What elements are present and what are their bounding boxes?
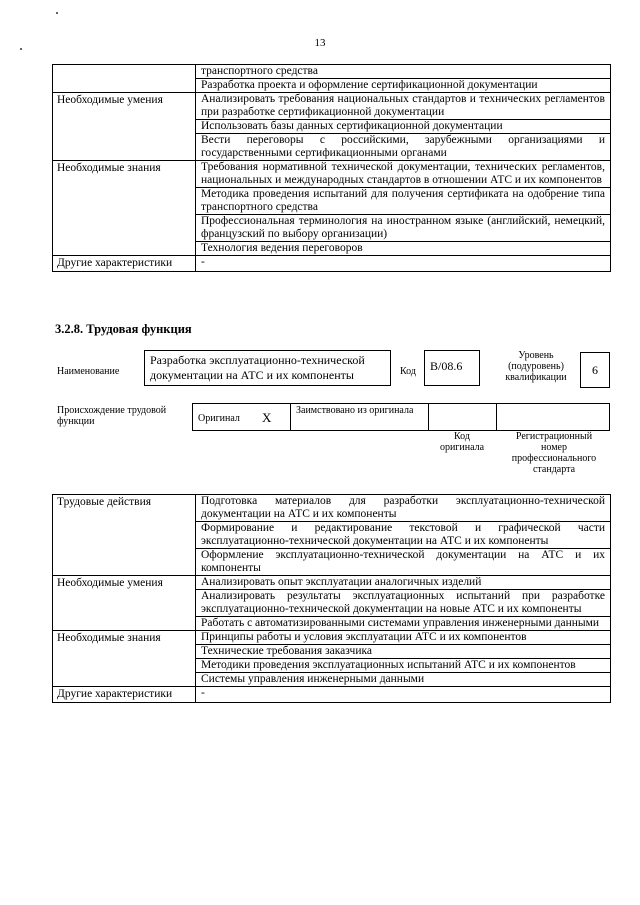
row-label <box>53 65 196 93</box>
table-cell: Принципы работы и условия эксплуатации АТС и их компонентов <box>196 631 611 645</box>
table-row <box>53 161 611 188</box>
table-row <box>53 631 611 645</box>
original-label: Оригинал <box>198 413 240 424</box>
code-label: Код <box>400 366 416 377</box>
row-label: Необходимые знания <box>53 161 196 256</box>
table-cell: Подготовка материалов для разработки эксплуатационно-технической документации на АТС и их компоненты <box>196 495 611 522</box>
table-cell: Формирование и редактирование текстовой и графической части эксплуатационно-технической документации на АТС и их компоненты <box>196 522 611 549</box>
borrowed-label: Заимствовано из оригинала <box>296 405 414 416</box>
table-cell: - <box>196 256 611 272</box>
table-cell: Требования нормативной технической документации, технических регламентов, национальных и международных стандартов в отношении АТС и их компонентов <box>196 161 611 188</box>
table-row <box>53 495 611 522</box>
row-label: Другие характеристики <box>53 256 196 272</box>
table-cell: - <box>196 687 611 703</box>
section-title: 3.2.8. Трудовая функция <box>55 322 192 336</box>
row-label: Другие характеристики <box>53 687 196 703</box>
table-row <box>53 576 611 590</box>
table-cell: Оформление эксплуатационно-технической документации на АТС и их компоненты <box>196 549 611 576</box>
row-label: Необходимые умения <box>53 576 196 631</box>
table-cell: Анализировать опыт эксплуатации аналогичных изделий <box>196 576 611 590</box>
table-cell: Системы управления инженерными данными <box>196 673 611 687</box>
table-cell: Вести переговоры с российскими, зарубежными организациями и государственными сертификационными органами <box>196 134 611 161</box>
table-cell: Работать с автоматизированными системами управления инженерными данными <box>196 617 611 631</box>
top-requirements-table <box>52 64 611 272</box>
table-row <box>53 93 611 120</box>
page-number: 13 <box>314 37 326 49</box>
table-cell: Технические требования заказчика <box>196 645 611 659</box>
table-cell: Методика проведения испытаний для получения сертификата на одобрение типа транспортного средства <box>196 188 611 215</box>
level-value: 6 <box>580 352 610 388</box>
origin-label: Происхождение трудовой функции <box>57 405 167 427</box>
row-label: Необходимые знания <box>53 631 196 687</box>
original-mark: X <box>262 410 272 425</box>
reg-caption: Регистрационный номер профессионального стандарта <box>511 431 597 475</box>
divider <box>428 403 429 431</box>
bottom-requirements-table <box>52 494 611 703</box>
row-label: Трудовые действия <box>53 495 196 576</box>
table-cell: Анализировать требования национальных стандартов и технических регламентов при разработке сертификационной документации <box>196 93 611 120</box>
divider <box>496 403 497 431</box>
table-cell: транспортного средства <box>196 65 611 79</box>
table-cell: Анализировать результаты эксплуатационных испытаний при разработке эксплуатационно-технической документации на новые АТС и их компоненты <box>196 590 611 617</box>
level-label: Уровень (подуровень) квалификации <box>505 350 567 383</box>
table-row <box>53 687 611 703</box>
table-cell: Методики проведения эксплуатационных испытаний АТС и их компонентов <box>196 659 611 673</box>
divider <box>290 403 291 431</box>
code-value: B/08.6 <box>424 350 480 386</box>
name-value: Разработка эксплуатационно-технической документации на АТС и их компоненты <box>144 350 391 386</box>
table-cell: Разработка проекта и оформление сертификационной документации <box>196 79 611 93</box>
table-cell: Технология ведения переговоров <box>196 242 611 256</box>
name-label: Наименование <box>57 366 120 377</box>
table-cell: Профессиональная терминология на иностранном языке (английский, немецкий, французский по выбору организации) <box>196 215 611 242</box>
table-row <box>53 65 611 79</box>
table-cell: Использовать базы данных сертификационной документации <box>196 120 611 134</box>
row-label: Необходимые умения <box>53 93 196 161</box>
code-caption: Код оригинала <box>439 431 485 453</box>
table-row <box>53 256 611 272</box>
